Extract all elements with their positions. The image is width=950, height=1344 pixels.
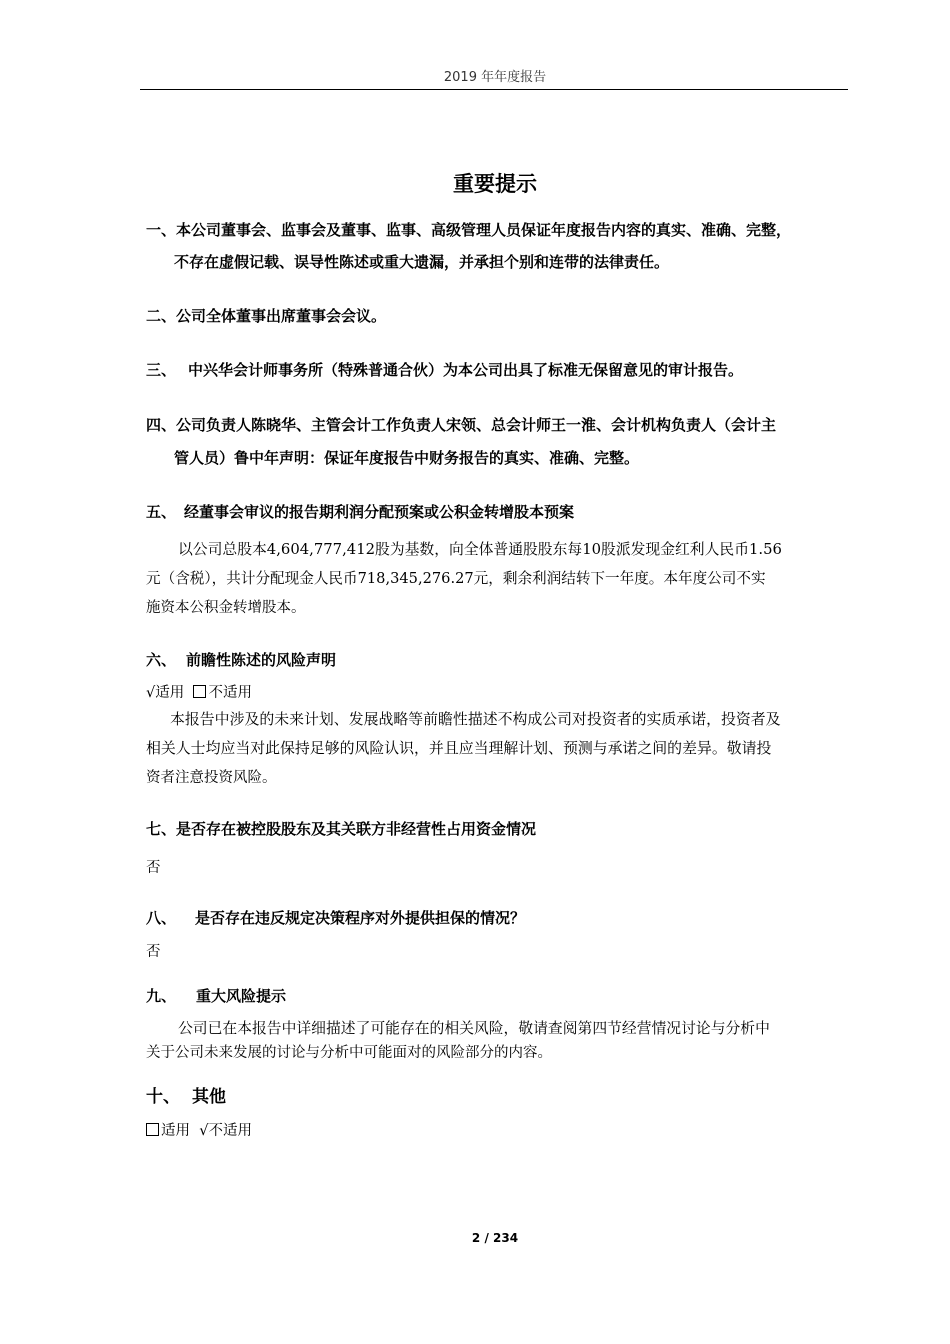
section-10-applicability xyxy=(146,1119,252,1140)
applicable-label: 适用 xyxy=(161,1123,190,1139)
section-6-body-1: 本报告中涉及的未来计划、发展战略等前瞻性描述不构成公司对投资者的实质承诺，投资者及 xyxy=(170,710,781,728)
page-title: 重要提示 xyxy=(453,172,537,196)
section-6-heading: 前瞻性陈述的风险声明 xyxy=(186,651,337,669)
section-3-text: 中兴华会计师事务所（特殊普通合伙）为本公司出具了标准无保留意见的审计报告。 xyxy=(188,361,744,379)
header-divider xyxy=(140,89,848,90)
page-header: 2019 年年度报告 xyxy=(443,70,547,85)
empty-checkbox-icon xyxy=(146,1123,159,1136)
section-9-body-2: 关于公司未来发展的讨论与分析中可能面对的风险部分的内容。 xyxy=(146,1045,552,1061)
section-9-label: 九、 xyxy=(146,987,177,1005)
section-4-line-1: 四、公司负责人陈晓华、主管会计工作负责人宋领、总会计师王一淮、会计机构负责人（会计主 xyxy=(146,416,777,434)
section-4-line-2: 管人员）鲁中年声明：保证年度报告中财务报告的真实、准确、完整。 xyxy=(174,449,640,467)
section-2: 二、公司全体董事出席董事会会议。 xyxy=(146,307,387,325)
section-10-heading: 其他 xyxy=(192,1087,226,1107)
section-7-heading: 七、是否存在被控股股东及其关联方非经营性占用资金情况 xyxy=(146,820,537,838)
section-5-body-1: 以公司总股本4,604,777,412股为基数，向全体普通股股东每10股派发现金红利人民币1.56 xyxy=(178,541,782,558)
section-9-heading: 重大风险提示 xyxy=(196,987,287,1005)
section-6-body-2: 相关人士均应当对此保持足够的风险认识，并且应当理解计划、预测与承诺之间的差异。敬请投 xyxy=(146,739,772,757)
checkmark-icon: √ xyxy=(199,1123,209,1139)
section-6-body-3: 资者注意投资风险。 xyxy=(146,770,277,786)
page-number: 2 / 234 xyxy=(471,1231,519,1245)
section-3-label: 三、 xyxy=(146,361,177,379)
section-5-body-3: 施资本公积金转增股本。 xyxy=(146,600,306,616)
section-7-answer: 否 xyxy=(146,860,161,876)
section-1-line-2: 不存在虚假记载、误导性陈述或重大遗漏，并承担个别和连带的法律责任。 xyxy=(174,253,670,271)
section-1-line-1: 一、本公司董事会、监事会及董事、监事、高级管理人员保证年度报告内容的真实、准确、完整， xyxy=(146,221,792,239)
checkmark-icon: √ xyxy=(146,685,156,701)
section-9-body-1: 公司已在本报告中详细描述了可能存在的相关风险，敬请查阅第四节经营情况讨论与分析中 xyxy=(178,1020,770,1037)
section-5-heading: 经董事会审议的报告期利润分配预案或公积金转增股本预案 xyxy=(184,503,575,521)
section-10-label: 十、 xyxy=(146,1087,180,1107)
empty-checkbox-icon xyxy=(193,685,206,698)
applicable-label: 适用 xyxy=(155,685,185,701)
section-8-label: 八、 xyxy=(146,909,177,927)
not-applicable-label: 不适用 xyxy=(208,685,252,701)
section-5-label: 五、 xyxy=(146,503,177,521)
section-8-heading: 是否存在违反规定决策程序对外提供担保的情况？ xyxy=(195,909,526,927)
section-6-applicability xyxy=(146,681,252,702)
section-6-label: 六、 xyxy=(146,651,177,669)
not-applicable-label: 不适用 xyxy=(208,1123,252,1139)
section-8-answer: 否 xyxy=(146,944,161,960)
section-5-body-2: 元（含税），共计分配现金人民币718,345,276.27元，剩余利润结转下一年度。本年度公司不实 xyxy=(146,570,766,587)
